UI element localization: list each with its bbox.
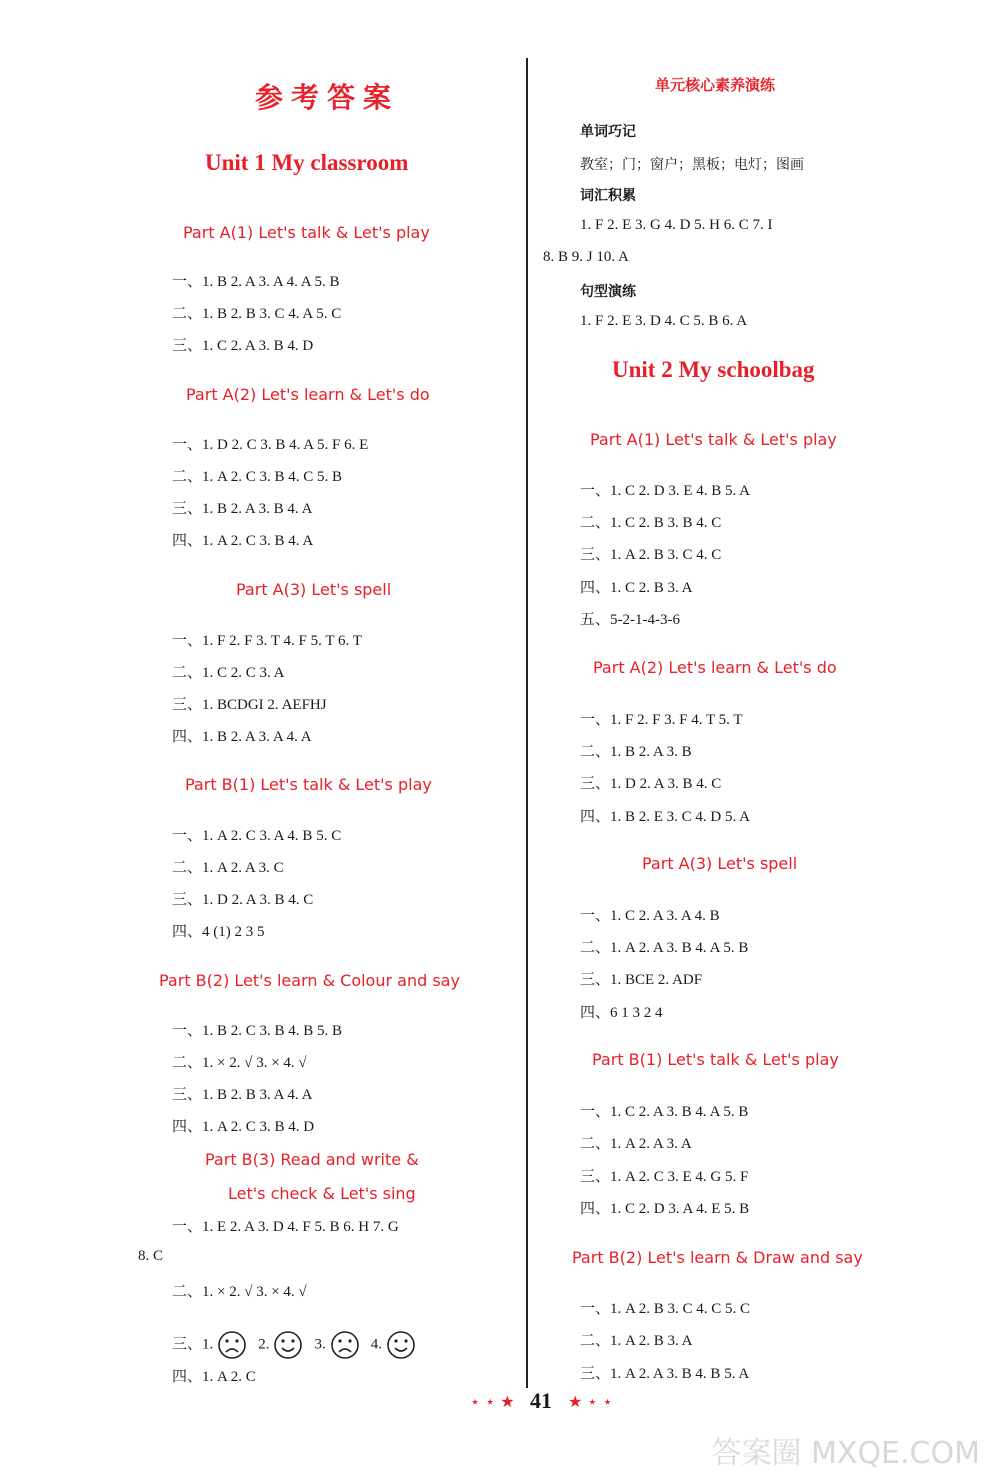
answer-line: 三、1. BCDGI 2. AEFHJ [172,697,327,713]
page-number: 41 [530,1388,552,1413]
answer-line: 二、1. A 2. B 3. A [580,1333,693,1349]
answer-line: 四、1. A 2. C 3. B 4. D [172,1119,315,1135]
answer-line: 二、1. A 2. A 3. C [172,860,284,876]
part-a2-heading: Part A(2) Let's learn & Let's do [593,658,837,677]
answer-line: 一、1. C 2. A 3. A 4. B [580,908,720,924]
answer-line: 一、1. A 2. B 3. C 4. C 5. C [580,1301,751,1317]
answer-line: 五、5-2-1-4-3-6 [580,612,680,628]
answer-line: 四、1. C 2. B 3. A [580,580,693,596]
sad-face-icon [330,1330,360,1360]
part-a3-heading: Part A(3) Let's spell [236,580,392,599]
answer-line: 四、1. B 2. E 3. C 4. D 5. A [580,809,751,825]
part-b2-heading: Part B(2) Let's learn & Draw and say [572,1248,863,1267]
page-footer [470,1388,630,1418]
answer-line: 二、1. A 2. A 3. A [580,1136,692,1152]
part-b1-heading: Part B(1) Let's talk & Let's play [592,1050,839,1069]
answer-line: 四、4 (1) 2 3 5 [172,924,265,940]
answer-line: 一、1. A 2. C 3. A 4. B 5. C [172,828,342,844]
subheading: 单词巧记 [580,124,636,140]
answer-line-faces [172,1330,416,1360]
core-practice-title: 单元核心素养演练 [655,76,776,94]
answer-line: 四、6 1 3 2 4 [580,1005,663,1021]
subheading: 句型演练 [580,284,636,300]
watermark: 答案圈 MXQE.COM [711,1436,980,1471]
answer-line: 二、1. C 2. C 3. A [172,665,285,681]
answer-line: 一、1. F 2. F 3. F 4. T 5. T [580,712,743,728]
answer-line: 三、1. D 2. A 3. B 4. C [172,892,314,908]
answer-number: 4. [370,1336,383,1353]
answer-line: 二、1. × 2. √ 3. × 4. √ [172,1284,307,1300]
answer-line: 三、1. C 2. A 3. B 4. D [172,338,314,354]
answer-line: 三、1. BCE 2. ADF [580,972,703,988]
answer-line: 二、1. A 2. A 3. B 4. A 5. B [580,940,749,956]
unit1-title: Unit 1 My classroom [205,150,409,175]
happy-face-icon [386,1330,416,1360]
answer-line: 二、1. C 2. B 3. B 4. C [580,515,722,531]
answer-line: 二、1. B 2. B 3. C 4. A 5. C [172,306,342,322]
answer-line: 三、1. D 2. A 3. B 4. C [580,776,722,792]
sad-face-icon [217,1330,247,1360]
part-a1-heading: Part A(1) Let's talk & Let's play [183,223,430,242]
answer-number: 三、1. [172,1336,214,1353]
answer-line: 三、1. A 2. C 3. E 4. G 5. F [580,1169,749,1185]
answer-line: 一、1. B 2. A 3. A 4. A 5. B [172,274,340,290]
part-a2-heading: Part A(2) Let's learn & Let's do [186,385,430,404]
answer-line: 1. F 2. E 3. D 4. C 5. B 6. A [580,313,748,329]
answer-line: 二、1. B 2. A 3. B [580,744,692,760]
answer-number: 2. [258,1336,270,1353]
unit2-title: Unit 2 My schoolbag [612,357,815,382]
happy-face-icon [273,1330,303,1360]
answer-line: 一、1. C 2. D 3. E 4. B 5. A [580,483,751,499]
answer-line: 一、1. D 2. C 3. B 4. A 5. F 6. E [172,437,369,453]
answer-line: 教室；门；窗户；黑板；电灯；图画 [580,157,804,173]
answer-line: 三、1. A 2. A 3. B 4. B 5. A [580,1366,750,1382]
column-divider [526,58,528,1388]
answer-line: 一、1. F 2. F 3. T 4. F 5. T 6. T [172,633,362,649]
star-decoration-right: ★ ⋆ ⋆ [568,1392,613,1411]
answer-line: 四、1. A 2. C [172,1369,256,1385]
part-b1-heading: Part B(1) Let's talk & Let's play [185,775,432,794]
page-title: 参考答案 [255,81,400,114]
part-b3-heading: Part B(3) Read and write & [205,1150,419,1169]
subheading: 词汇积累 [580,188,636,204]
answer-line: 一、1. E 2. A 3. D 4. F 5. B 6. H 7. G [172,1219,399,1235]
answer-line: 1. F 2. E 3. G 4. D 5. H 6. C 7. I [580,217,773,233]
answer-line: 四、1. C 2. D 3. A 4. E 5. B [580,1201,750,1217]
answer-line: 一、1. B 2. C 3. B 4. B 5. B [172,1023,343,1039]
answer-number: 3. [314,1336,326,1353]
answer-line: 三、1. A 2. B 3. C 4. C [580,547,722,563]
part-b3-heading-2: Let's check & Let's sing [228,1184,416,1203]
part-a3-heading: Part A(3) Let's spell [642,854,798,873]
answer-line: 三、1. B 2. A 3. B 4. A [172,501,313,517]
answer-line: 四、1. B 2. A 3. A 4. A [172,729,312,745]
answer-line: 四、1. A 2. C 3. B 4. A [172,533,314,549]
part-a1-heading: Part A(1) Let's talk & Let's play [590,430,837,449]
answer-line: 8. B 9. J 10. A [543,249,629,265]
star-decoration-left: ⋆ ⋆ ★ [470,1392,515,1411]
answer-line: 二、1. × 2. √ 3. × 4. √ [172,1055,307,1071]
answer-line: 8. C [138,1248,164,1264]
answer-line: 一、1. C 2. A 3. B 4. A 5. B [580,1104,749,1120]
part-b2-heading: Part B(2) Let's learn & Colour and say [159,971,460,990]
answer-line: 二、1. A 2. C 3. B 4. C 5. B [172,469,343,485]
answer-line: 三、1. B 2. B 3. A 4. A [172,1087,313,1103]
